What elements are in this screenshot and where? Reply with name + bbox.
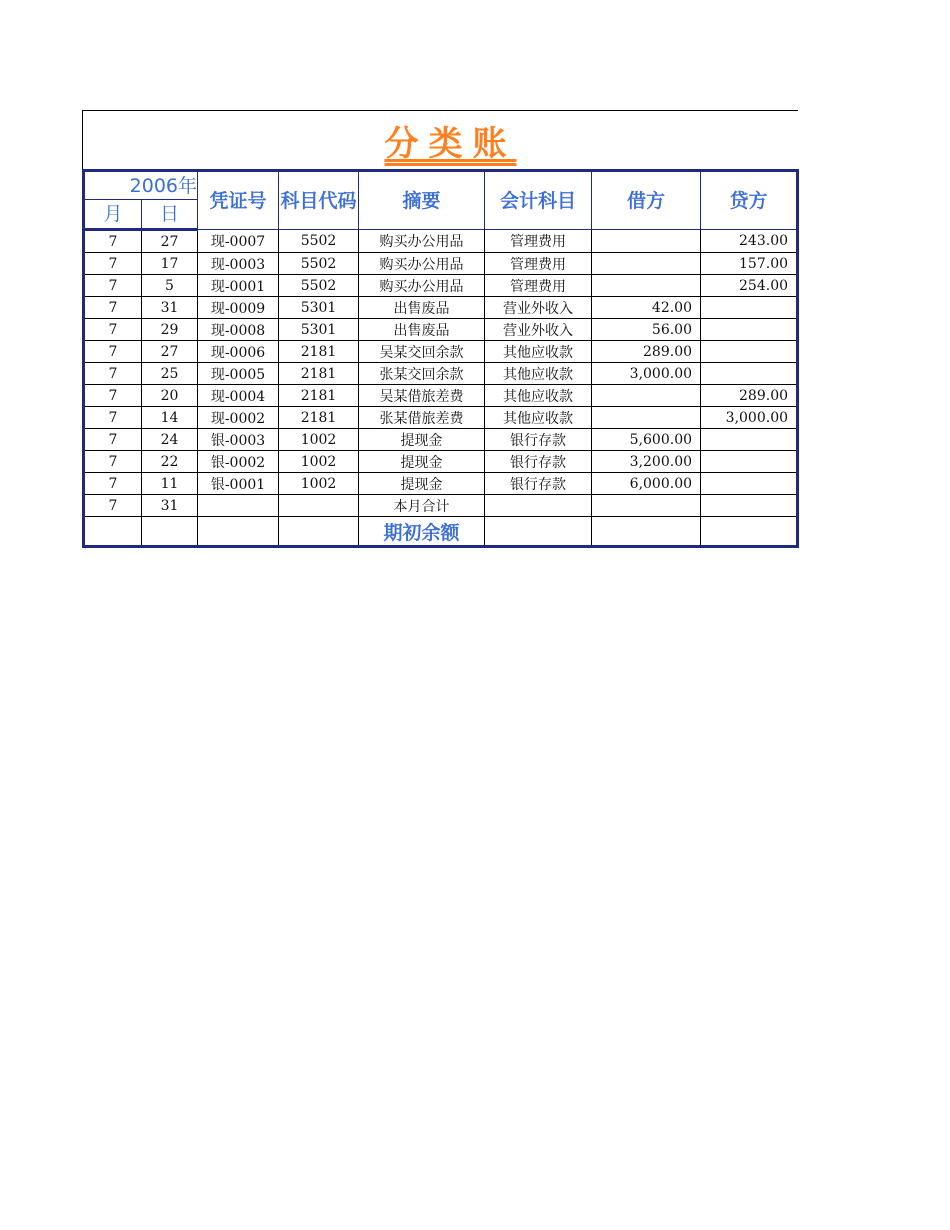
code-cell: 5502 — [279, 230, 359, 253]
month-cell: 7 — [84, 451, 142, 473]
day-cell: 14 — [142, 407, 198, 429]
account-cell: 管理费用 — [485, 230, 592, 253]
credit-cell: 157.00 — [701, 253, 798, 275]
debit-cell — [592, 253, 701, 275]
account-cell: 管理费用 — [485, 253, 592, 275]
voucher-cell: 现-0005 — [198, 363, 279, 385]
credit-cell — [701, 429, 798, 451]
account-cell: 银行存款 — [485, 473, 592, 495]
voucher-cell: 银-0001 — [198, 473, 279, 495]
account-cell: 银行存款 — [485, 451, 592, 473]
total-day-cell: 31 — [142, 495, 198, 517]
account-cell: 其他应收款 — [485, 407, 592, 429]
day-cell: 22 — [142, 451, 198, 473]
credit-cell: 3,000.00 — [701, 407, 798, 429]
monthly-total-row — [84, 495, 798, 517]
summary-cell: 提现金 — [359, 429, 485, 451]
empty-cell — [592, 495, 701, 517]
debit-cell: 56.00 — [592, 319, 701, 341]
code-cell: 5502 — [279, 275, 359, 297]
ledger-sheet — [82, 110, 798, 548]
month-cell: 7 — [84, 385, 142, 407]
month-cell: 7 — [84, 407, 142, 429]
summary-cell: 张某交回余款 — [359, 363, 485, 385]
debit-cell: 42.00 — [592, 297, 701, 319]
empty-cell — [279, 495, 359, 517]
account-cell: 其他应收款 — [485, 385, 592, 407]
day-cell: 17 — [142, 253, 198, 275]
empty-cell — [701, 495, 798, 517]
summary-cell: 出售废品 — [359, 319, 485, 341]
table-row — [84, 385, 798, 407]
empty-cell — [701, 517, 798, 547]
credit-cell: 254.00 — [701, 275, 798, 297]
voucher-cell: 银-0002 — [198, 451, 279, 473]
account-cell: 其他应收款 — [485, 363, 592, 385]
code-cell: 2181 — [279, 341, 359, 363]
account-cell: 银行存款 — [485, 429, 592, 451]
code-cell: 1002 — [279, 473, 359, 495]
summary-cell: 购买办公用品 — [359, 230, 485, 253]
summary-cell: 吴某借旅差费 — [359, 385, 485, 407]
credit-header: 贷方 — [701, 171, 798, 230]
day-cell: 27 — [142, 230, 198, 253]
summary-cell: 购买办公用品 — [359, 253, 485, 275]
month-cell: 7 — [84, 275, 142, 297]
voucher-cell: 现-0003 — [198, 253, 279, 275]
day-cell: 29 — [142, 319, 198, 341]
credit-cell — [701, 297, 798, 319]
summary-cell: 吴某交回余款 — [359, 341, 485, 363]
summary-cell: 购买办公用品 — [359, 275, 485, 297]
month-cell: 7 — [84, 319, 142, 341]
empty-cell — [485, 517, 592, 547]
account-cell: 管理费用 — [485, 275, 592, 297]
day-cell: 31 — [142, 297, 198, 319]
account-cell: 营业外收入 — [485, 319, 592, 341]
code-cell: 1002 — [279, 429, 359, 451]
code-cell: 5301 — [279, 297, 359, 319]
debit-cell: 5,600.00 — [592, 429, 701, 451]
table-row — [84, 341, 798, 363]
debit-cell — [592, 407, 701, 429]
code-cell: 2181 — [279, 407, 359, 429]
debit-cell: 289.00 — [592, 341, 701, 363]
month-header: 月 — [84, 200, 142, 230]
month-cell: 7 — [84, 297, 142, 319]
empty-cell — [485, 495, 592, 517]
month-cell: 7 — [84, 429, 142, 451]
summary-header: 摘要 — [359, 171, 485, 230]
month-cell: 7 — [84, 230, 142, 253]
day-cell: 25 — [142, 363, 198, 385]
voucher-cell: 现-0007 — [198, 230, 279, 253]
table-row — [84, 363, 798, 385]
table-row — [84, 407, 798, 429]
debit-cell: 3,000.00 — [592, 363, 701, 385]
debit-cell — [592, 275, 701, 297]
credit-cell: 243.00 — [701, 230, 798, 253]
table-row — [84, 230, 798, 253]
voucher-cell: 现-0008 — [198, 319, 279, 341]
day-cell: 11 — [142, 473, 198, 495]
debit-cell: 3,200.00 — [592, 451, 701, 473]
voucher-cell: 现-0009 — [198, 297, 279, 319]
voucher-header: 凭证号 — [198, 171, 279, 230]
ledger-table — [82, 169, 799, 548]
table-row — [84, 473, 798, 495]
code-cell: 1002 — [279, 451, 359, 473]
table-row — [84, 429, 798, 451]
summary-cell: 出售废品 — [359, 297, 485, 319]
table-row — [84, 275, 798, 297]
credit-cell: 289.00 — [701, 385, 798, 407]
table-row — [84, 297, 798, 319]
empty-cell — [142, 517, 198, 547]
empty-cell — [279, 517, 359, 547]
summary-cell: 提现金 — [359, 451, 485, 473]
credit-cell — [701, 341, 798, 363]
credit-cell — [701, 451, 798, 473]
debit-header: 借方 — [592, 171, 701, 230]
total-month-cell: 7 — [84, 495, 142, 517]
day-cell: 5 — [142, 275, 198, 297]
monthly-total-label: 本月合计 — [359, 495, 485, 517]
debit-cell — [592, 230, 701, 253]
summary-cell: 提现金 — [359, 473, 485, 495]
voucher-cell: 现-0004 — [198, 385, 279, 407]
day-cell: 20 — [142, 385, 198, 407]
voucher-cell: 现-0006 — [198, 341, 279, 363]
debit-cell: 6,000.00 — [592, 473, 701, 495]
day-header: 日 — [142, 200, 198, 230]
voucher-cell: 现-0002 — [198, 407, 279, 429]
day-cell: 24 — [142, 429, 198, 451]
account-cell: 营业外收入 — [485, 297, 592, 319]
voucher-cell: 现-0001 — [198, 275, 279, 297]
month-cell: 7 — [84, 253, 142, 275]
empty-cell — [198, 495, 279, 517]
code-header: 科目代码 — [279, 171, 359, 230]
title-row — [82, 110, 798, 169]
table-row — [84, 319, 798, 341]
month-cell: 7 — [84, 363, 142, 385]
empty-cell — [198, 517, 279, 547]
voucher-cell: 银-0003 — [198, 429, 279, 451]
opening-balance-label: 期初余额 — [359, 517, 485, 547]
code-cell: 5301 — [279, 319, 359, 341]
account-cell: 其他应收款 — [485, 341, 592, 363]
credit-cell — [701, 319, 798, 341]
code-cell: 2181 — [279, 363, 359, 385]
day-cell: 27 — [142, 341, 198, 363]
debit-cell — [592, 385, 701, 407]
empty-cell — [592, 517, 701, 547]
summary-cell: 张某借旅差费 — [359, 407, 485, 429]
credit-cell — [701, 473, 798, 495]
code-cell: 5502 — [279, 253, 359, 275]
ledger-title: 分类账 — [384, 123, 517, 164]
empty-cell — [84, 517, 142, 547]
table-row — [84, 451, 798, 473]
account-header: 会计科目 — [485, 171, 592, 230]
credit-cell — [701, 363, 798, 385]
month-cell: 7 — [84, 473, 142, 495]
year-header: 2006年 — [84, 171, 198, 200]
code-cell: 2181 — [279, 385, 359, 407]
opening-balance-row — [84, 517, 798, 547]
table-row — [84, 253, 798, 275]
month-cell: 7 — [84, 341, 142, 363]
